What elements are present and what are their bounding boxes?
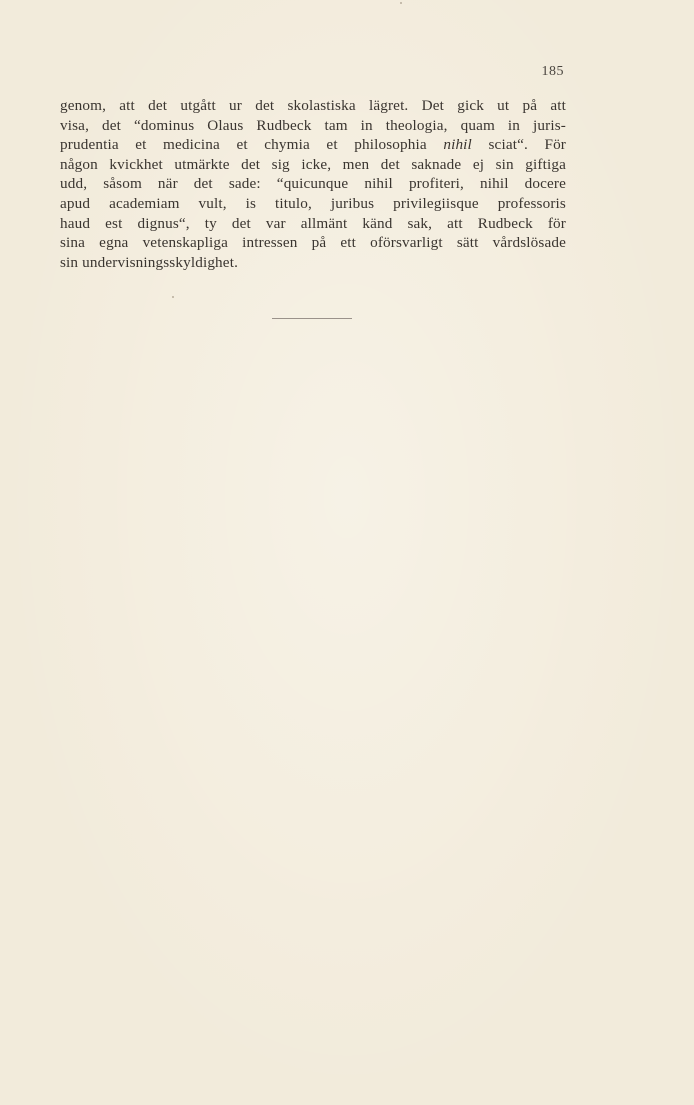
page-number: 185: [541, 64, 564, 79]
text-line: sin undervisningsskyldighet.: [60, 253, 239, 271]
text-line: [60, 135, 566, 155]
paper-speck: [400, 2, 402, 4]
text-line: någon kvickhet utmärkte det sig icke, men det saknade ej sin giftiga: [60, 155, 566, 173]
text-line: apud academiam vult, is titulo, juribus privilegiisque professoris: [60, 194, 566, 212]
section-divider: [272, 318, 352, 319]
body-paragraph: [60, 96, 566, 272]
text-segment: prudentia et medicina et chymia et philosophia: [60, 136, 427, 154]
italic-word: nihil: [443, 136, 472, 154]
paper-speck: [172, 296, 174, 298]
text-line: udd, såsom när det sade: “quicunque nihil profiteri, nihil docere: [60, 175, 566, 193]
text-line: sina egna vetenskapliga intressen på ett oförsvarligt sätt vårdslösade: [60, 234, 566, 252]
text-line: genom, att det utgått ur det skolastiska lägret. Det gick ut på att: [60, 97, 566, 114]
text-segment: sciat“. För: [488, 136, 567, 154]
text-line: haud est dignus“, ty det var allmänt känd sak, att Rudbeck för: [60, 214, 566, 232]
text-line: visa, det “dominus Olaus Rudbeck tam in theologia, quam in juris-: [60, 116, 566, 134]
